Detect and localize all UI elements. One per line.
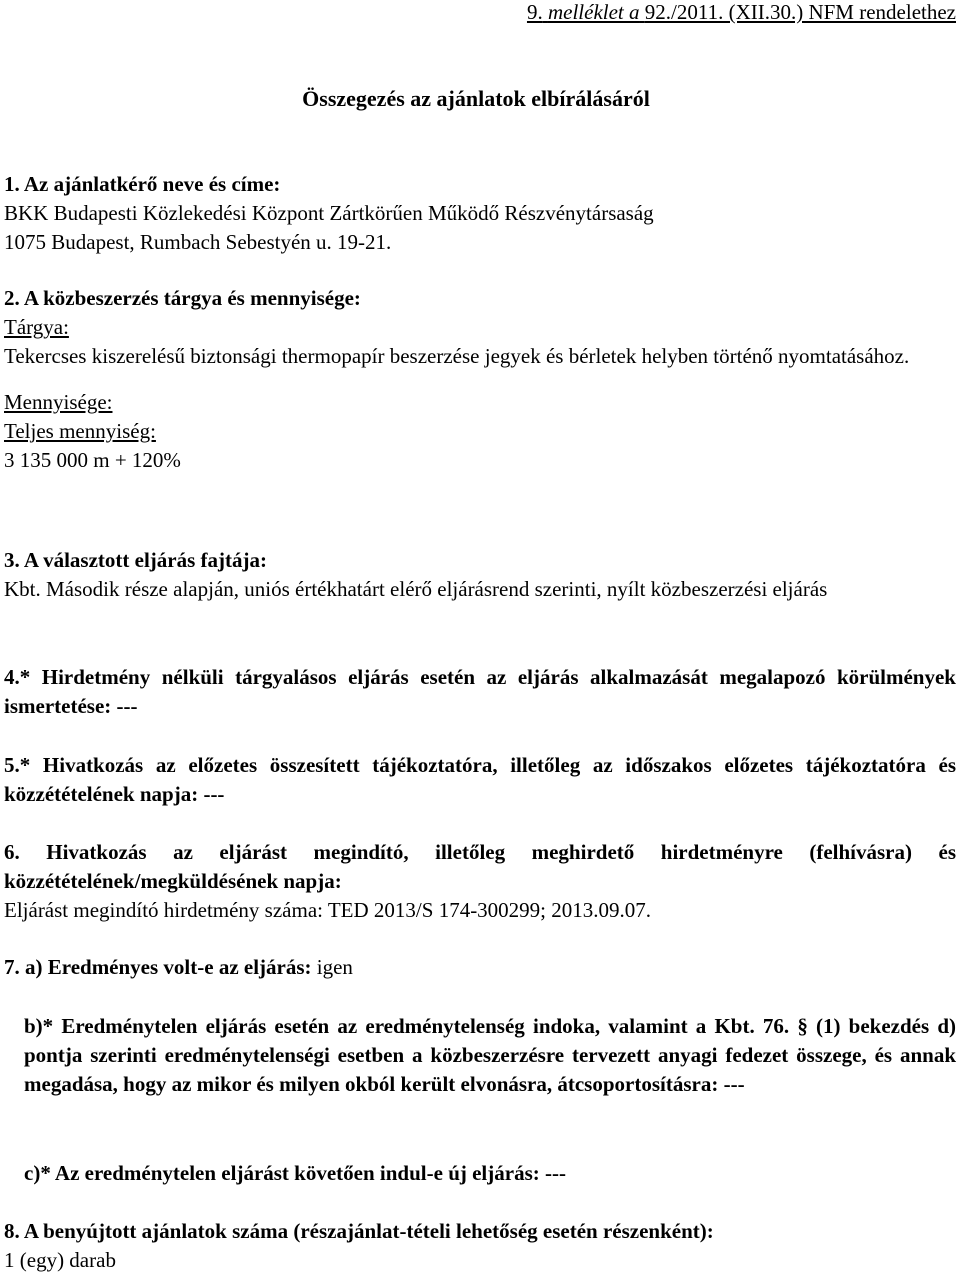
contracting-authority-name: BKK Budapesti Közlekedési Központ Zártkörűen Működő Részvénytársaság xyxy=(4,201,654,225)
section-8-heading: 8. A benyújtott ajánlatok száma (részajánlat-tételi lehetőség esetén részenként): xyxy=(4,1219,714,1243)
header-decree-reference: 92./2011. (XII.30.) NFM rendelethez xyxy=(644,0,956,24)
section-5 xyxy=(4,751,956,809)
procedure-type-text: Kbt. Második része alapján, uniós értékhatárt elérő eljárásrend szerinti, nyílt közbeszerzési eljárás xyxy=(4,577,828,601)
offers-count-text: 1 (egy) darab xyxy=(4,1248,116,1272)
header-annex-label: melléklet a xyxy=(547,0,640,24)
section-6-heading: 6. Hivatkozás az eljárást megindító, illetőleg meghirdető hirdetményre (felhívásra) és közzétételének/megküldésének napja: xyxy=(4,840,956,893)
section-4-text: 4.* Hirdetmény nélküli tárgyalásos eljárás esetén az eljárás alkalmazását megalapozó körülmények ismertetése: --- xyxy=(4,665,956,718)
contracting-authority-address: 1075 Budapest, Rumbach Sebestyén u. 19-21. xyxy=(4,230,392,254)
section-8 xyxy=(4,1217,956,1275)
section-4 xyxy=(4,663,956,721)
document-header xyxy=(527,0,956,27)
document-title: Összegezés az ajánlatok elbírálásáról xyxy=(302,86,650,111)
total-quantity-value: 3 135 000 m + 120% xyxy=(4,448,181,472)
new-procedure-text: c)* Az eredménytelen eljárást követően indul-e új eljárás: --- xyxy=(24,1161,566,1185)
section-7b xyxy=(4,1012,956,1099)
section-1 xyxy=(4,170,956,257)
subject-text: Tekercses kiszerelésű biztonsági thermopapír beszerzése jegyek és bérletek helyben történő nyomtatásához. xyxy=(4,344,910,368)
section-3-heading: 3. A választott eljárás fajtája: xyxy=(4,548,268,572)
result-label: 7. a) Eredményes volt-e az eljárás: xyxy=(4,955,312,979)
section-2-heading: 2. A közbeszerzés tárgya és mennyisége: xyxy=(4,286,361,310)
header-annex-number: 9. xyxy=(526,0,543,24)
quantity-label: Mennyisége: xyxy=(4,390,113,414)
section-7c xyxy=(4,1159,956,1188)
spacer xyxy=(4,371,956,388)
subject-label: Tárgya: xyxy=(4,315,69,339)
notice-reference-text: Eljárást megindító hirdetmény száma: TED 2013/S 174-300299; 2013.09.07. xyxy=(4,898,652,922)
section-7a xyxy=(4,953,956,982)
section-2 xyxy=(4,284,956,475)
section-5-text: 5.* Hivatkozás az előzetes összesített tájékoztatóra, illetőleg az időszakos előzetes tájékoztatóra és közzétételének napja: --- xyxy=(4,753,956,806)
section-6 xyxy=(4,838,956,925)
total-quantity-label: Teljes mennyiség: xyxy=(4,419,156,443)
result-value: igen xyxy=(311,955,353,979)
unsuccessful-reason-text: b)* Eredménytelen eljárás esetén az eredménytelenség indoka, valamint a Kbt. 76. § (1) bekezdés d) pontja szerinti eredménytelenségi esetben a közbeszerzésre tervezett anyagi fedezet összege, és annak megadása, hogy az mikor és milyen okból került elvonásra, átcsoportosításra: --- xyxy=(24,1014,956,1096)
section-1-heading: 1. Az ajánlatkérő neve és címe: xyxy=(4,172,281,196)
section-3 xyxy=(4,546,956,604)
